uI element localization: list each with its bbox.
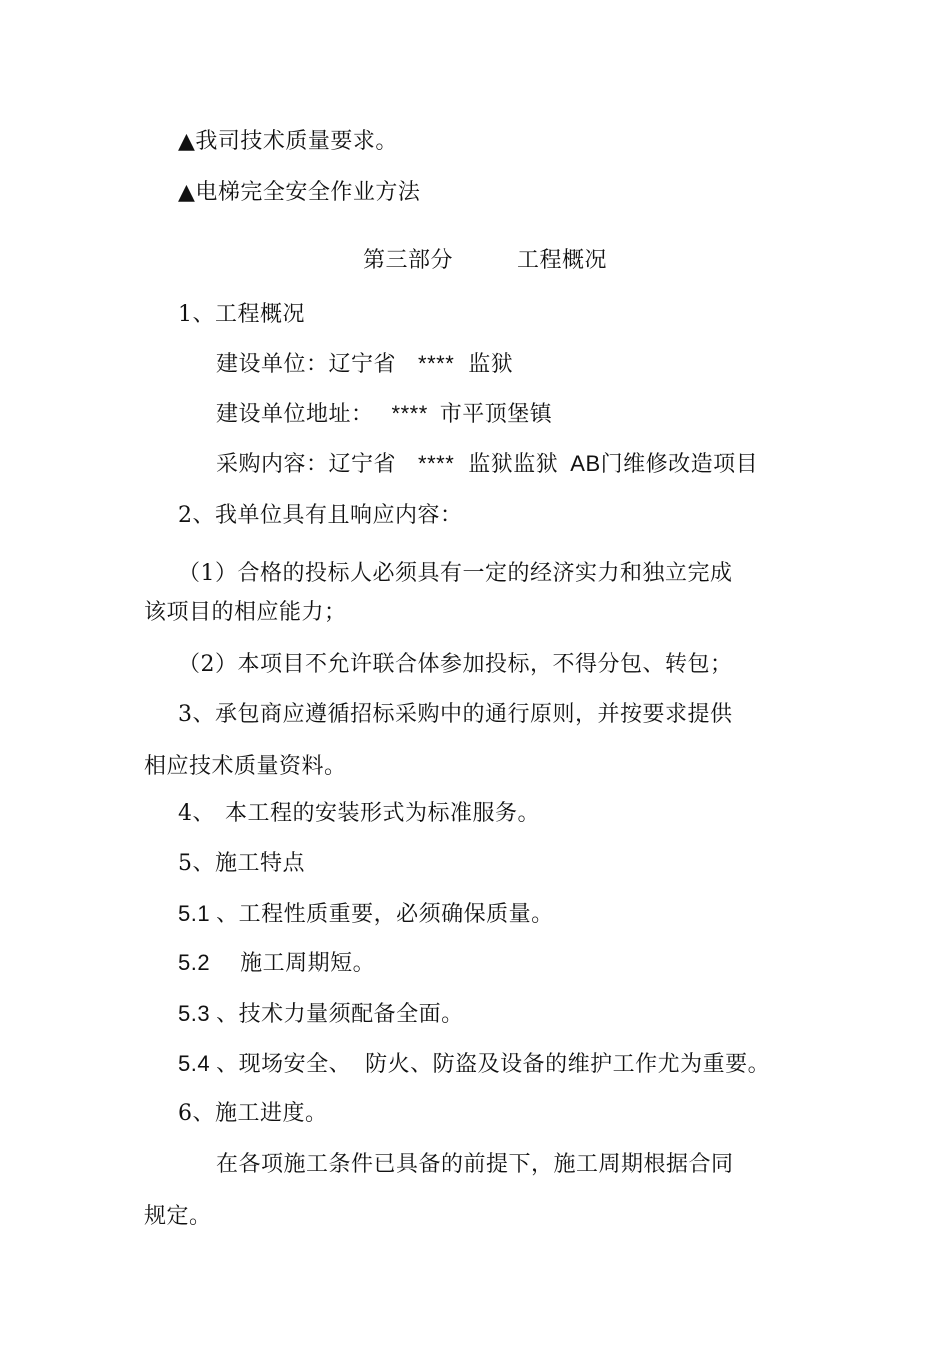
bullet-line-safety: ▲电梯完全安全作业方法 <box>178 180 421 205</box>
item-5-1-text: 、工程性质重要，必须确保质量。 <box>216 902 554 927</box>
item-5-3-text: 、技术力量须配备全面。 <box>216 1002 464 1027</box>
item-5-4-number: 5.4 <box>178 1051 211 1076</box>
procurement-tail-2: 门维修改造项目 <box>600 452 759 477</box>
heading-5: 5、施工特点 <box>178 851 305 876</box>
address-line <box>216 400 552 429</box>
item-5-2-number: 5.2 <box>178 950 211 975</box>
heading-1: 1、工程概况 <box>178 302 305 327</box>
owner-label: 建设单位：辽宁省 <box>216 352 397 377</box>
procurement-mask: **** <box>418 451 455 476</box>
procurement-line <box>216 450 758 479</box>
paragraph-2: （2）本项目不允许联合体参加投标，不得分包、转包； <box>178 652 733 677</box>
address-label: 建设单位地址： <box>216 402 374 427</box>
paragraph-6-line-2: 规定。 <box>144 1204 212 1229</box>
item-5-2-text: 施工周期短。 <box>240 951 376 976</box>
procurement-ab: AB <box>570 451 601 476</box>
item-5-1 <box>178 900 554 929</box>
procurement-label: 采购内容：辽宁省 <box>216 452 397 477</box>
owner-tail: 监狱 <box>468 352 514 377</box>
item-5-4 <box>178 1050 770 1079</box>
item-4-text: 本工程的安装形式为标准服务。 <box>225 801 541 826</box>
bullet-line-quality: ▲我司技术质量要求。 <box>178 129 398 154</box>
section-title-part: 第三部分 <box>363 248 454 273</box>
address-mask: **** <box>391 401 428 426</box>
owner-line <box>216 350 513 379</box>
item-4-number: 4、 <box>178 801 215 826</box>
address-tail: 市平顶堡镇 <box>439 402 553 427</box>
paragraph-1-line-2: 该项目的相应能力； <box>144 600 347 625</box>
item-5-4-text-b: 防火、防盗及设备的维护工作尤为重要。 <box>365 1052 771 1077</box>
item-5-3-number: 5.3 <box>178 1001 211 1026</box>
heading-6: 6、施工进度。 <box>178 1101 328 1126</box>
item-4 <box>178 800 540 828</box>
paragraph-1-line-1: （1）合格的投标人必须具有一定的经济实力和独立完成 <box>178 561 733 586</box>
procurement-tail-1: 监狱监狱 <box>468 452 559 477</box>
paragraph-6-line-1: 在各项施工条件已具备的前提下，施工周期根据合同 <box>216 1152 734 1177</box>
item-5-1-number: 5.1 <box>178 901 211 926</box>
section-title-name: 工程概况 <box>517 248 608 273</box>
heading-2: 2、我单位具有且响应内容： <box>178 503 463 528</box>
item-5-2 <box>178 949 375 978</box>
owner-mask: **** <box>418 351 455 376</box>
paragraph-3-line-2: 相应技术质量资料。 <box>144 754 347 779</box>
paragraph-3-line-1: 3、承包商应遵循招标采购中的通行原则，并按要求提供 <box>178 702 733 727</box>
item-5-4-text-a: 、现场安全、 <box>216 1052 352 1077</box>
item-5-3 <box>178 1000 464 1029</box>
